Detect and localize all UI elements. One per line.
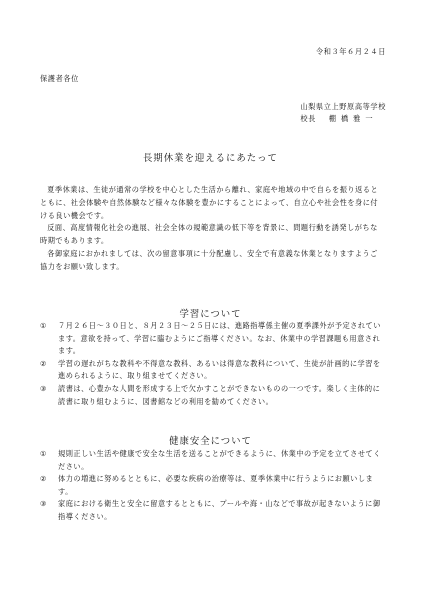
item-number: ③ [40, 383, 47, 393]
item-number: ③ [40, 499, 47, 509]
list-item [40, 383, 385, 408]
intro-paragraph: 反面、高度情報化社会の進展、社会全体の規範意識の低下等を背景に、問題行動を誘発しがちな時期でもあります。 [40, 223, 378, 246]
item-number: ① [40, 449, 47, 458]
list-item [40, 320, 385, 358]
document-title: 長期休業を迎えるにあたって [143, 153, 278, 164]
list-item [40, 473, 385, 498]
study-list [40, 320, 385, 408]
intro-text [40, 184, 385, 274]
item-text: 学習の遅れがちな教科や不得意な教科、あるいは得意な教科について、生徒が計画的に学習を進められるように、取り組ませてください。 [58, 358, 381, 381]
sender-block [300, 101, 386, 125]
intro-paragraph: 各御家庭におかれましては、次の留意事項に十分配慮し、安全で有意義な休業となりますようご協力をお願い致します。 [40, 248, 378, 271]
health-list [40, 448, 385, 524]
item-number: ② [40, 358, 47, 368]
item-number: ② [40, 474, 47, 484]
section-heading-study: 学習について [179, 309, 242, 320]
document-date: 令和３年６月２４日 [315, 47, 386, 56]
item-text: 読書は、心豊かな人間を形成する上で欠かすことができないものの一つです。楽しく主体的に読書に取り組むように、図書館などの利用を勧めてください。 [58, 383, 381, 406]
item-text: 規則正しい生活や健康で安全な生活を送ることができるように、休業中の予定を立てさせてください。 [58, 449, 381, 471]
intro-paragraph: 夏季休業は、生徒が通常の学校を中心とした生活から離れ、家庭や地域の中で自らを振り返るとともに、社会体験や自然体験など様々な体験を豊かにすることによって、自立心や社会性を身に付ける良い機会です。 [40, 185, 379, 220]
item-text: 体力の増進に努めるとともに、必要な疾病の治療等は、夏季休業中に行うようにお願いします。 [58, 474, 374, 496]
recipient: 保護者各位 [40, 74, 79, 83]
principal-name: 棚橋雅一 [328, 114, 378, 123]
list-item [40, 358, 385, 383]
section-heading-health: 健康安全について [169, 436, 252, 447]
principal-line [300, 113, 386, 125]
list-item [40, 498, 385, 523]
item-number: ① [40, 321, 47, 330]
principal-role: 校長 [300, 114, 316, 123]
school-name: 山梨県立上野原高等学校 [300, 102, 386, 111]
item-text: ７月２６日～３０日と、８月２３日～２５日には、進路指導係主催の夏季課外が予定されています。意欲を持って、学習に臨むようにご指導ください。なお、休業中の学習課題も用意されます。 [58, 321, 381, 356]
item-text: 家庭における衛生と安全に留意するとともに、プールや海・山などで事故が起きないように御指導ください。 [58, 499, 381, 521]
list-item [40, 448, 385, 473]
